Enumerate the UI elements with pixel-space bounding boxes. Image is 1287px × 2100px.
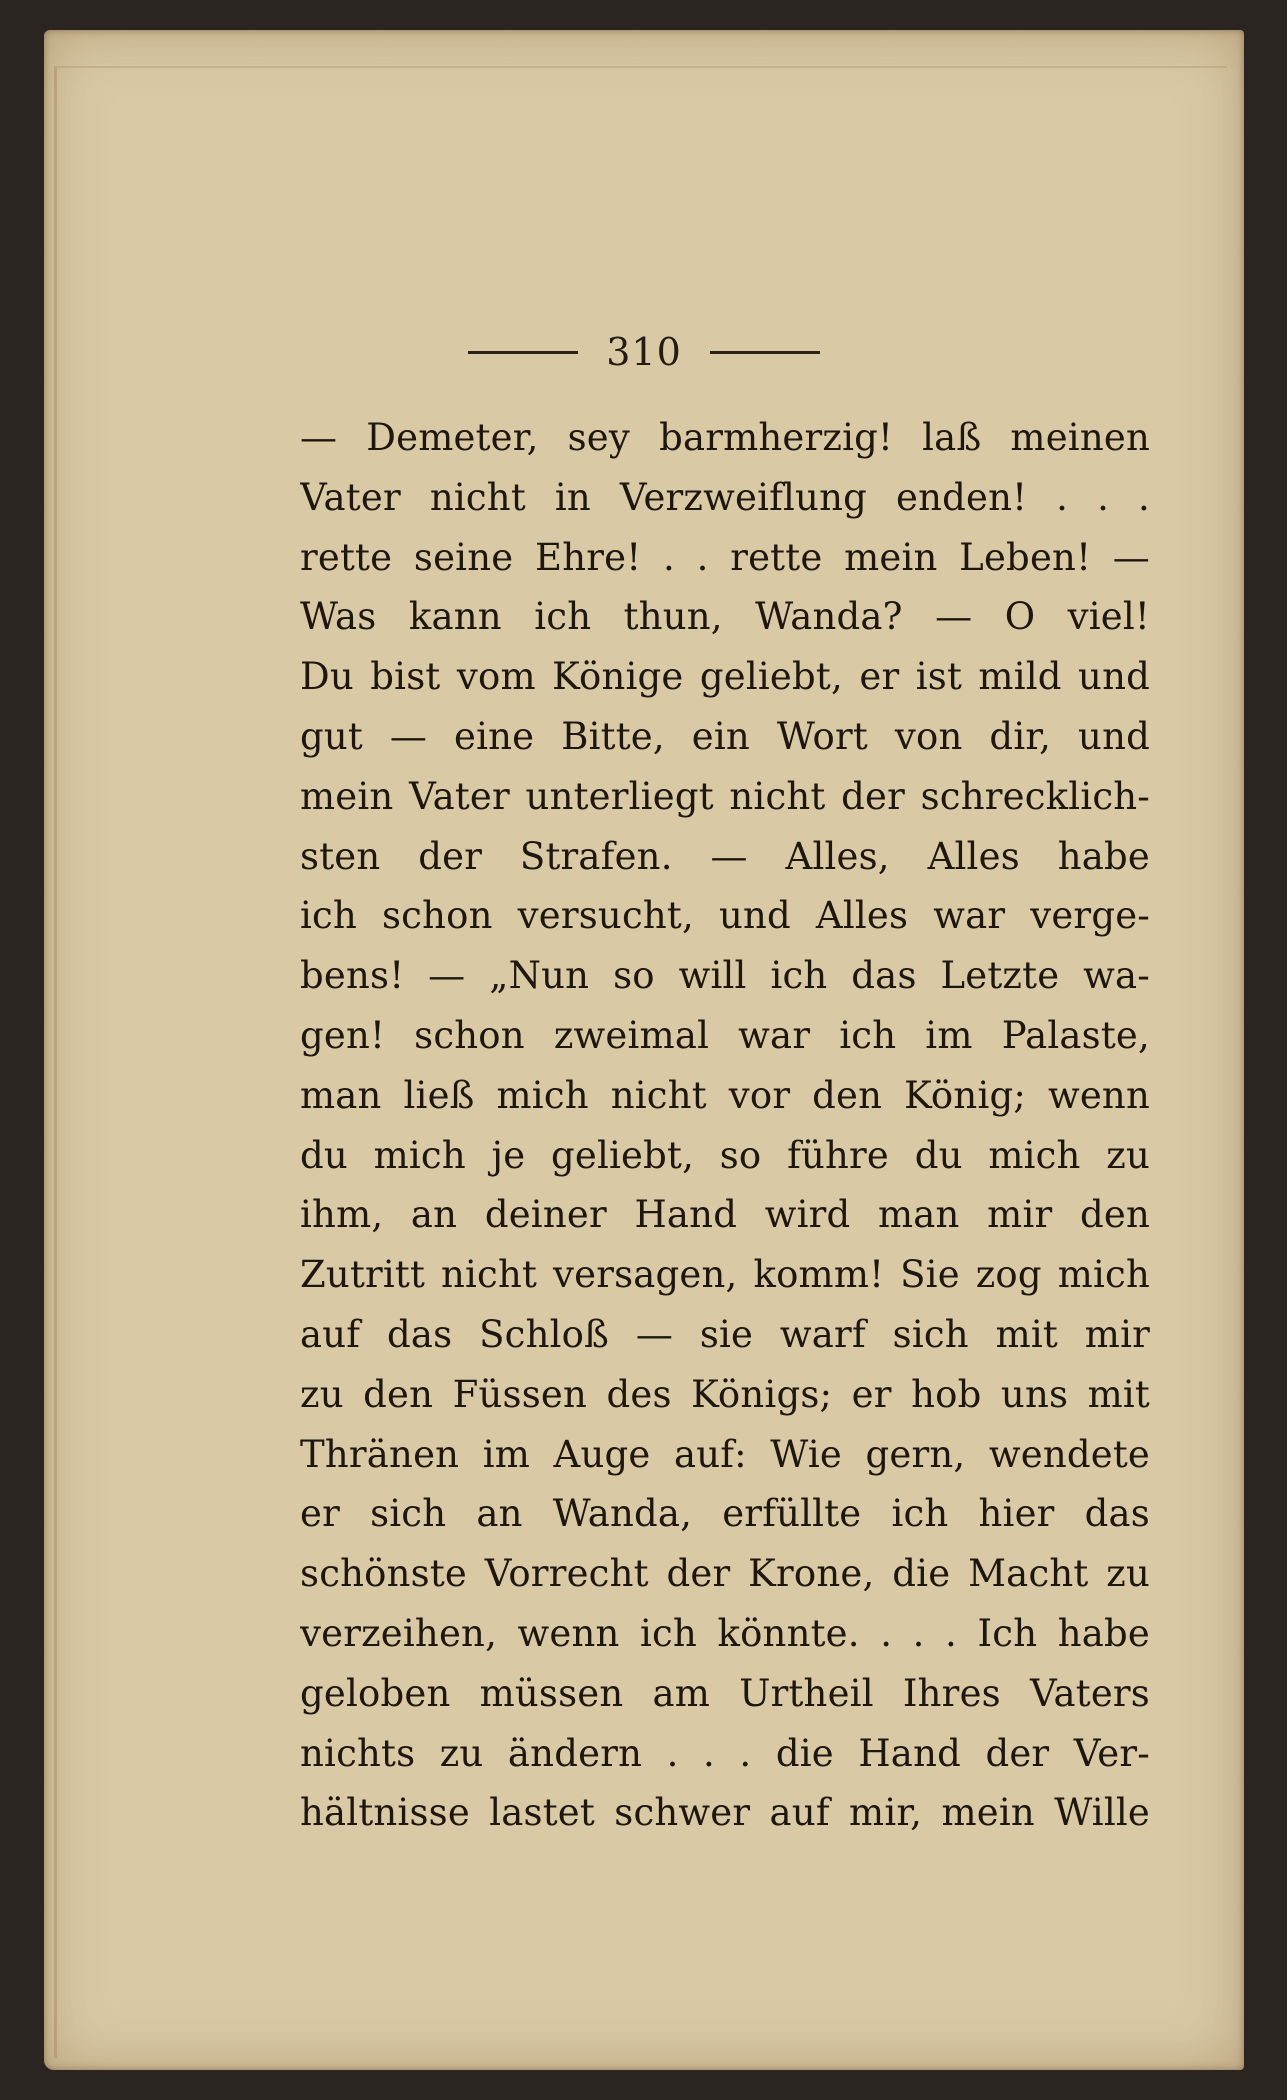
page-header — [44, 330, 1244, 374]
text-line: schönste Vorrecht der Krone, die Macht zu — [300, 1552, 1150, 1596]
text-line: Vater nicht in Verzweiflung enden! . . . — [300, 475, 1150, 519]
book-page — [44, 30, 1244, 2070]
text-line: bens! — „Nun so will ich das Letzte wa- — [300, 954, 1150, 998]
text-line: geloben müssen am Urtheil Ihres Vaters — [300, 1671, 1150, 1715]
text-line: hältnisse lastet schwer auf mir, mein Wille — [300, 1791, 1150, 1835]
text-line: rette seine Ehre! . . rette mein Leben! — — [300, 535, 1150, 579]
text-line: mein Vater unterliegt nicht der schrecklich- — [300, 774, 1150, 818]
text-line: Thränen im Auge auf: Wie gern, wendete — [300, 1432, 1150, 1476]
text-line: verzeihen, wenn ich könnte. . . . Ich habe — [300, 1611, 1150, 1655]
text-line: Du bist vom Könige geliebt, er ist mild und — [300, 655, 1150, 699]
text-line: sten der Strafen. — Alles, Alles habe — [300, 834, 1150, 878]
text-line: Was kann ich thun, Wanda? — O viel! — [300, 595, 1150, 639]
text-line: gut — eine Bitte, ein Wort von dir, und — [300, 714, 1150, 758]
page-number: 310 — [606, 330, 682, 374]
body-text — [300, 408, 1150, 1843]
text-line: nichts zu ändern . . . die Hand der Ver- — [300, 1731, 1150, 1775]
text-line: Zutritt nicht versagen, komm! Sie zog mich — [300, 1253, 1150, 1297]
text-line: ihm, an deiner Hand wird man mir den — [300, 1193, 1150, 1237]
header-rule-left — [468, 351, 578, 354]
header-rule-right — [710, 351, 820, 354]
text-line: du mich je geliebt, so führe du mich zu — [300, 1133, 1150, 1177]
text-line: ich schon versucht, und Alles war verge- — [300, 894, 1150, 938]
text-line: auf das Schloß — sie warf sich mit mir — [300, 1312, 1150, 1356]
text-line: man ließ mich nicht vor den König; wenn — [300, 1073, 1150, 1117]
text-line: zu den Füssen des Königs; er hob uns mit — [300, 1372, 1150, 1416]
text-line: gen! schon zweimal war ich im Palaste, — [300, 1013, 1150, 1057]
text-line: er sich an Wanda, erfüllte ich hier das — [300, 1492, 1150, 1536]
text-line: — Demeter, sey barmherzig! laß meinen — [300, 416, 1150, 459]
